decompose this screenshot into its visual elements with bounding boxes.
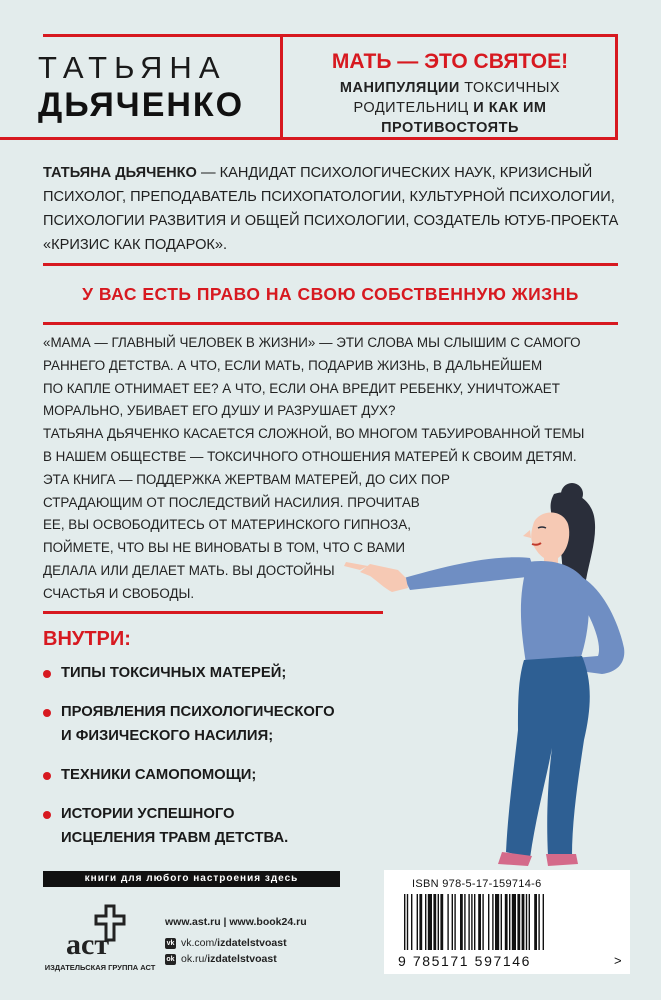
description-line: ДЕЛАЛА ИЛИ ДЕЛАЕТ МАТЬ. ВЫ ДОСТОЙНЫ bbox=[43, 562, 335, 578]
ok-prefix: ok.ru/ bbox=[181, 953, 208, 965]
inside-list-item bbox=[43, 763, 403, 787]
book-subtitle bbox=[290, 78, 610, 138]
description-line: СТРАДАЮЩИМ ОТ ПОСЛЕДСТВИЙ НАСИЛИЯ. ПРОЧИТАВ bbox=[43, 494, 420, 510]
book-title: МАТЬ — ЭТО СВЯТОЕ! bbox=[331, 50, 569, 73]
inside-item-line: ИСТОРИИ УСПЕШНОГО bbox=[61, 806, 235, 822]
barcode-bar bbox=[404, 894, 405, 950]
barcode-bar bbox=[495, 894, 499, 950]
inside-item-line: И ФИЗИЧЕСКОГО НАСИЛИЯ; bbox=[61, 728, 274, 744]
author-bio bbox=[43, 161, 633, 257]
description-line: РАННЕГО ДЕТСТВА. А ЧТО, ЕСЛИ МАТЬ, ПОДАРИВ ЖИЗНЬ, В ДАЛЬНЕЙШЕМ bbox=[43, 357, 543, 373]
barcode-bar bbox=[447, 894, 448, 950]
header-divider-rule bbox=[280, 34, 283, 138]
slogan: У ВАС ЕСТЬ ПРАВО НА СВОЮ СОБСТВЕННУЮ ЖИЗНЬ bbox=[82, 284, 579, 304]
barcode-bar bbox=[512, 894, 516, 950]
barcode-bar bbox=[460, 894, 463, 950]
barcode-bar bbox=[482, 894, 483, 950]
description-line: ЕЕ, ВЫ ОСВОБОДИТЕСЬ ОТ МАТЕРИНСКОГО ГИПНОЗА, bbox=[43, 517, 411, 533]
barcode-bar bbox=[526, 894, 527, 950]
barcode-bar bbox=[454, 894, 455, 950]
barcode-bar bbox=[471, 894, 472, 950]
vk-handle: izdatelstvoast bbox=[217, 937, 287, 949]
barcode-bar bbox=[501, 894, 502, 950]
barcode-bar bbox=[522, 894, 525, 950]
ok-link[interactable] bbox=[165, 953, 277, 965]
bio-name: ТАТЬЯНА ДЬЯЧЕНКО bbox=[43, 165, 197, 181]
barcode-bar bbox=[452, 894, 453, 950]
author-first-name: ТАТЬЯНА bbox=[38, 50, 227, 85]
inside-list-item bbox=[43, 802, 403, 850]
inside-list-item bbox=[43, 661, 403, 685]
barcode-bar bbox=[543, 894, 544, 950]
inside-item-line: ПРОЯВЛЕНИЯ ПСИХОЛОГИЧЕСКОГО bbox=[61, 704, 335, 720]
barcode-bar bbox=[478, 894, 481, 950]
ast-logo-icon bbox=[62, 900, 142, 962]
barcode-bar bbox=[534, 894, 537, 950]
subtitle-part4: И КАК ИМ bbox=[468, 100, 547, 116]
barcode-bar bbox=[517, 894, 520, 950]
barcode bbox=[398, 894, 614, 952]
barcode-bar bbox=[509, 894, 510, 950]
slogan-top-rule bbox=[43, 263, 618, 266]
description-line: СЧАСТЬЯ И СВОБОДЫ. bbox=[43, 585, 195, 601]
barcode-bar bbox=[440, 894, 443, 950]
barcode-bar bbox=[411, 894, 412, 950]
description-line: ПО КАПЛЕ ОТНИМАЕТ ЕЕ? А ЧТО, ЕСЛИ ОНА ВРЕДИТ РЕБЕНКУ, УНИЧТОЖАЕТ bbox=[43, 380, 560, 396]
header-right-rule bbox=[615, 34, 618, 138]
barcode-bar bbox=[425, 894, 426, 950]
barcode-bar bbox=[433, 894, 436, 950]
barcode-bar bbox=[529, 894, 530, 950]
description-bottom-rule bbox=[43, 611, 383, 614]
author-last-name: ДЬЯЧЕНКО bbox=[38, 86, 245, 124]
vk-icon: vk bbox=[166, 939, 175, 947]
bio-line1: — КАНДИДАТ ПСИХОЛОГИЧЕСКИХ НАУК, КРИЗИСНЫЙ bbox=[196, 165, 593, 181]
barcode-digits: 9 785171 597146 bbox=[398, 953, 531, 969]
publisher-name: ИЗДАТЕЛЬСКАЯ ГРУППА АСТ bbox=[44, 963, 156, 972]
inside-item-line: ТЕХНИКИ САМОПОМОЩИ; bbox=[61, 767, 257, 783]
description-line: ЭТА КНИГА — ПОДДЕРЖКА ЖЕРТВАМ МАТЕРЕЙ, ДО СИХ ПОР bbox=[43, 471, 450, 487]
vk-link[interactable] bbox=[165, 937, 287, 949]
description-line: ТАТЬЯНА ДЬЯЧЕНКО КАСАЕТСЯ СЛОЖНОЙ, ВО МНОГОМ ТАБУИРОВАННОЙ ТЕМЫ bbox=[43, 426, 585, 442]
web-links: www.ast.ru | www.book24.ru bbox=[165, 916, 307, 928]
barcode-bar bbox=[417, 894, 418, 950]
bio-line4: «КРИЗИС КАК ПОДАРОК». bbox=[43, 237, 228, 253]
inside-item-line: ИСЦЕЛЕНИЯ ТРАВМ ДЕТСТВА. bbox=[61, 830, 289, 846]
subtitle-part5: ПРОТИВОСТОЯТЬ bbox=[381, 120, 519, 136]
barcode-bar bbox=[538, 894, 539, 950]
inside-title: ВНУТРИ: bbox=[43, 628, 131, 650]
barcode-bar bbox=[419, 894, 422, 950]
barcode-bar bbox=[492, 894, 493, 950]
barcode-bar bbox=[488, 894, 489, 950]
description-line: МОРАЛЬНО, УБИВАЕТ ЕГО ДУШУ И РАЗРУШАЕТ ДУХ? bbox=[43, 403, 396, 419]
slogan-bottom-rule bbox=[43, 322, 618, 325]
header-top-rule bbox=[43, 34, 618, 37]
ok-handle: izdatelstvoast bbox=[207, 953, 277, 965]
subtitle-part3: РОДИТЕЛЬНИЦ bbox=[353, 100, 469, 116]
subtitle-part1: МАНИПУЛЯЦИИ bbox=[339, 80, 460, 96]
barcode-bar bbox=[474, 894, 475, 950]
isbn-text: ISBN 978-5-17-159714-6 bbox=[412, 878, 542, 890]
ok-icon: ok bbox=[166, 955, 175, 963]
barcode-bar bbox=[505, 894, 508, 950]
barcode-bar bbox=[468, 894, 469, 950]
inside-list bbox=[43, 661, 403, 865]
barcode-quiet-zone-mark: > bbox=[614, 953, 622, 968]
inside-list-item bbox=[43, 700, 403, 748]
vk-prefix: vk.com/ bbox=[181, 937, 218, 949]
inside-item-line: ТИПЫ ТОКСИЧНЫХ МАТЕРЕЙ; bbox=[61, 665, 287, 681]
subtitle-part2: ТОКСИЧНЫХ bbox=[459, 80, 561, 96]
barcode-bar bbox=[438, 894, 439, 950]
logo-text: аст bbox=[66, 928, 110, 961]
tagline-bar: книги для любого настроения здесь bbox=[43, 871, 340, 887]
bio-line2: ПСИХОЛОГ, ПРЕПОДАВАТЕЛЬ ПСИХОПАТОЛОГИИ, КУЛЬТУРНОЙ ПСИХОЛОГИИ, bbox=[43, 189, 615, 205]
description-line: «МАМА — ГЛАВНЫЙ ЧЕЛОВЕК В ЖИЗНИ» — ЭТИ СЛОВА МЫ СЛЫШИМ С САМОГО bbox=[43, 335, 581, 350]
description-line: ПОЙМЕТЕ, ЧТО ВЫ НЕ ВИНОВАТЫ В ТОМ, ЧТО С ВАМИ bbox=[43, 540, 406, 556]
bio-line3: ПСИХОЛОГИИ РАЗВИТИЯ И ОБЩЕЙ ПСИХОЛОГИИ, СОЗДАТЕЛЬ ЮТУБ-ПРОЕКТА bbox=[43, 213, 619, 229]
barcode-bar bbox=[428, 894, 432, 950]
barcode-bar bbox=[464, 894, 465, 950]
description-line: В НАШЕМ ОБЩЕСТВЕ — ТОКСИЧНОГО ОТНОШЕНИЯ МАТЕРЕЙ К СВОИМ ДЕТЯМ. bbox=[43, 448, 577, 464]
barcode-bar bbox=[407, 894, 408, 950]
